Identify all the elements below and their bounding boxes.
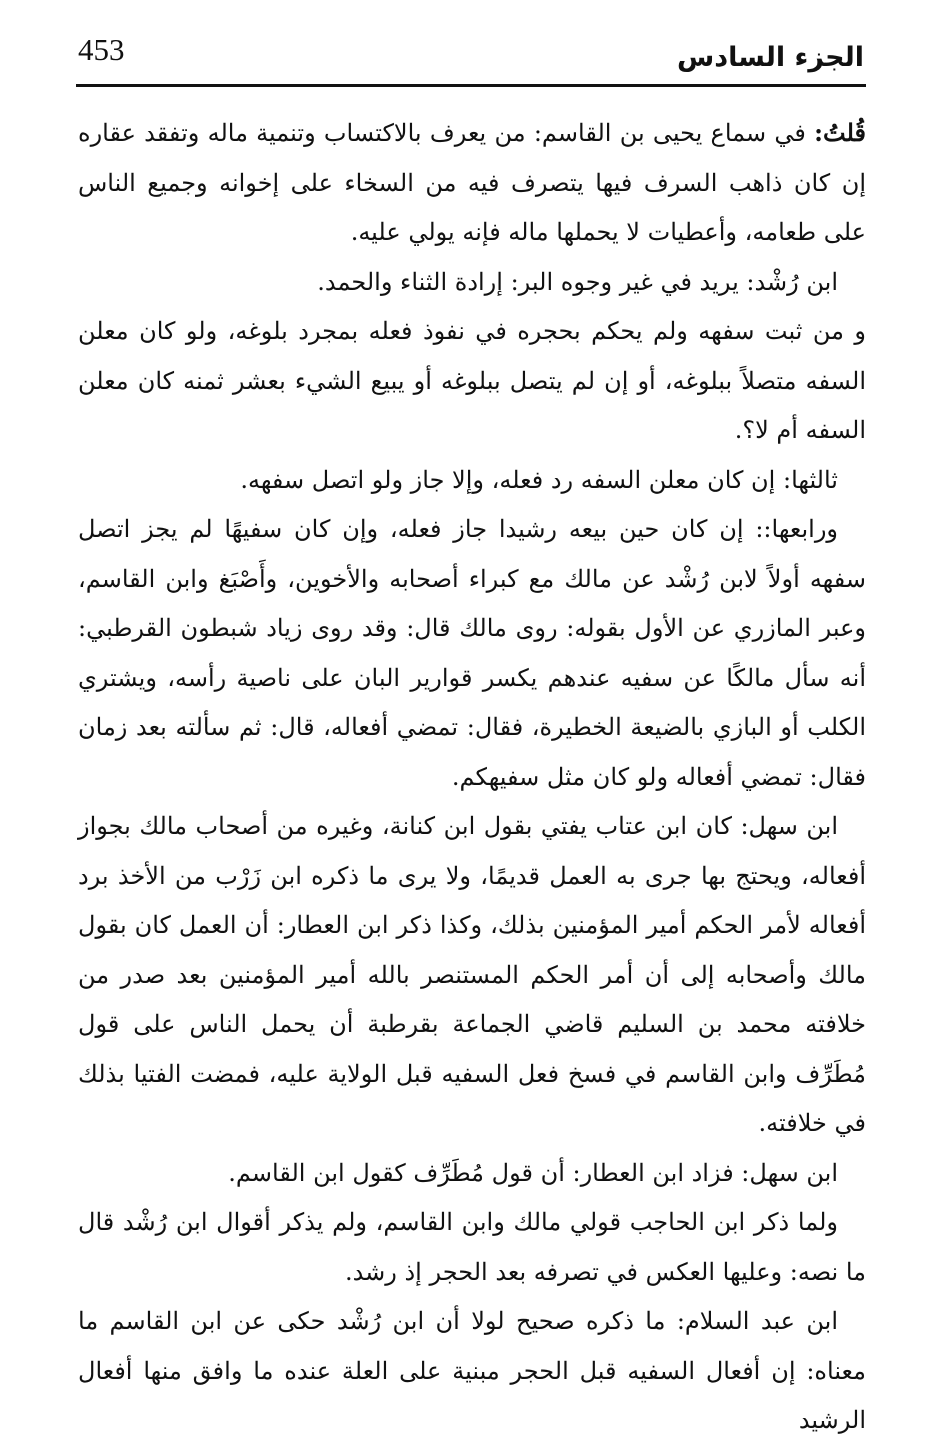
page-number: 453 [78,32,125,67]
paragraph: ابن رُشْد: يريد في غير وجوه البر: إرادة الثناء والحمد. [317,267,838,296]
paragraph: ورابعها:: إن كان حين بيعه رشيدا جاز فعله، وإن كان سفيهًا لم يجز اتصل سفهه أولاً لابن رُشْد عن مالك مع كبراء أصحابه والأخوين، وأَصْبَغ وابن القاسم، وعبر المازري عن الأول بقوله: روى مالك قال: وقد روى زياد شبطون القرطبي: أنه سأل مالكًا عن سفيه عندهم يكسر قوارير البان على ناصية رأسه، ويشتري الكلب أو البازي بالضيعة الخطيرة، فقال: تمضي أفعاله، قال: ثم سألته بعد زمان فقال: تمضي أفعاله ولو كان مثل سفيهكم. [78,515,866,791]
paragraph-lead: قُلتُ: [814,118,866,147]
paragraph: ابن سهل: فزاد ابن العطار: أن قول مُطَرِّف كقول ابن القاسم. [228,1158,838,1187]
paragraph: و من ثبت سفهه ولم يحكم بحجره في نفوذ فعله بمجرد بلوغه، ولو كان معلن السفه متصلاً ببلوغه، أو إن لم يتصل ببلوغه أو يبيع الشيء بعشر ثمنه كان معلن السفه أم لا؟. [78,317,866,444]
paragraph: ابن عبد السلام: ما ذكره صحيح لولا أن ابن رُشْد حكى عن ابن القاسم ما معناه: إن أفعال السفيه قبل الحجر مبنية على العلة عنده ما وافق منها أفعال الرشيد [78,1307,866,1434]
page-header [76,28,866,87]
body-text [78,108,866,1446]
paragraph: ولما ذكر ابن الحاجب قولي مالك وابن القاسم، ولم يذكر أقوال ابن رُشْد قال ما نصه: وعليها العكس في تصرفه بعد الحجر إذ رشد. [78,1208,866,1286]
paragraph-text: في سماع يحيى بن القاسم: من يعرف بالاكتساب وتنمية ماله وتفقد عقاره إن كان ذاهب السرف فيها يتصرف فيه من السخاء على إخوانه وجميع الناس على طعامه، وأعطيات لا يحملها ماله فإنه يولي عليه. [78,119,866,246]
paragraph [78,108,866,258]
running-title: الجزء السادس [677,42,864,73]
paragraph: ثالثها: إن كان معلن السفه رد فعله، وإلا جاز ولو اتصل سفهه. [240,465,838,494]
paragraph: ابن سهل: كان ابن عتاب يفتي بقول ابن كنانة، وغيره من أصحاب مالك بجواز أفعاله، ويحتج بها جرى به العمل قديمًا، ولا يرى ما ذكره ابن زَرْب من الأخذ برد أفعاله لأمر الحكم أمير المؤمنين بذلك، وكذا ذكر ابن العطار: أن العمل كان بقول مالك وأصحابه إلى أن أمر الحكم المستنصر بالله أمير المؤمنين بعد صدر من خلافته محمد بن السليم قاضي الجماعة بقرطبة أن يحمل الناس على قول مُطَرِّف وابن القاسم في فسخ فعل السفيه قبل الولاية عليه، فمضت الفتيا بذلك في خلافته. [78,812,867,1137]
